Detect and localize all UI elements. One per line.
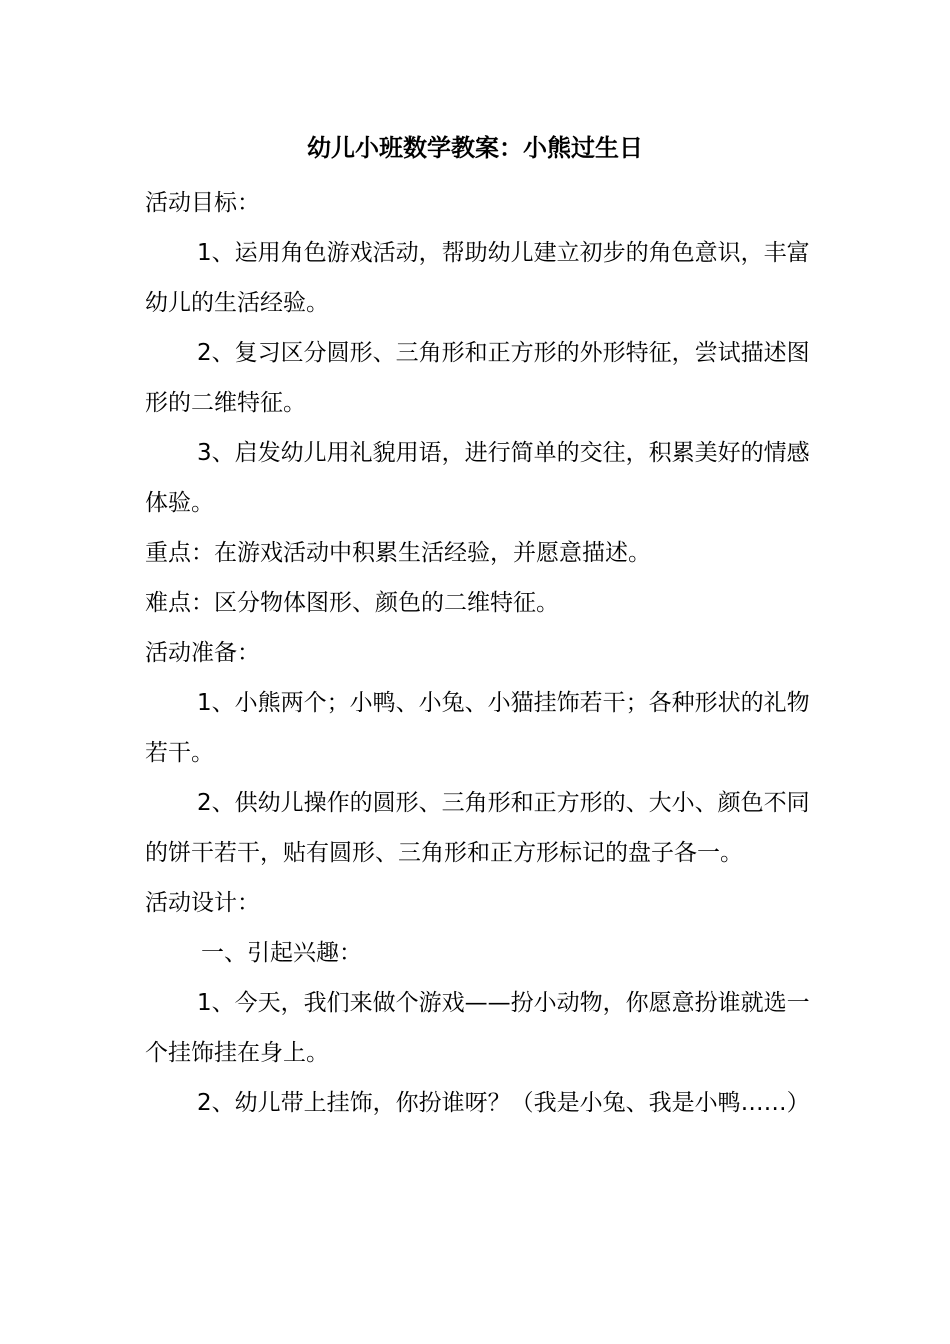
document-title: 幼儿小班数学教案：小熊过生日 (307, 134, 643, 162)
paragraph-objective-3: 3、启发幼儿用礼貌用语，进行简单的交往，积累美好的情感体验。 (145, 440, 810, 516)
paragraph-preparation-heading: 活动准备： (145, 640, 260, 666)
paragraph-objectives-heading: 活动目标： (145, 190, 260, 216)
paragraph-difficulty: 难点：区分物体图形、颜色的二维特征。 (145, 590, 559, 616)
paragraph-key-point: 重点：在游戏活动中积累生活经验，并愿意描述。 (145, 540, 651, 566)
paragraph-objective-2: 2、复习区分圆形、三角形和正方形的外形特征，尝试描述图形的二维特征。 (145, 340, 810, 416)
paragraph-step-1: 1、今天，我们来做个游戏——扮小动物，你愿意扮谁就选一个挂饰挂在身上。 (145, 990, 810, 1066)
paragraph-objective-1: 1、运用角色游戏活动，帮助幼儿建立初步的角色意识，丰富幼儿的生活经验。 (145, 240, 810, 316)
paragraph-step-2: 2、幼儿带上挂饰，你扮谁呀？（我是小兔、我是小鸭……） (197, 1090, 810, 1116)
paragraph-preparation-1: 1、小熊两个；小鸭、小兔、小猫挂饰若干；各种形状的礼物若干。 (145, 690, 810, 766)
paragraph-preparation-2: 2、供幼儿操作的圆形、三角形和正方形的、大小、颜色不同的饼干若干，贴有圆形、三角形和正方形标记的盘子各一。 (145, 790, 810, 866)
paragraph-section-1-heading: 一、引起兴趣： (201, 940, 362, 966)
paragraph-design-heading: 活动设计： (145, 890, 260, 916)
document-body (145, 178, 810, 1128)
